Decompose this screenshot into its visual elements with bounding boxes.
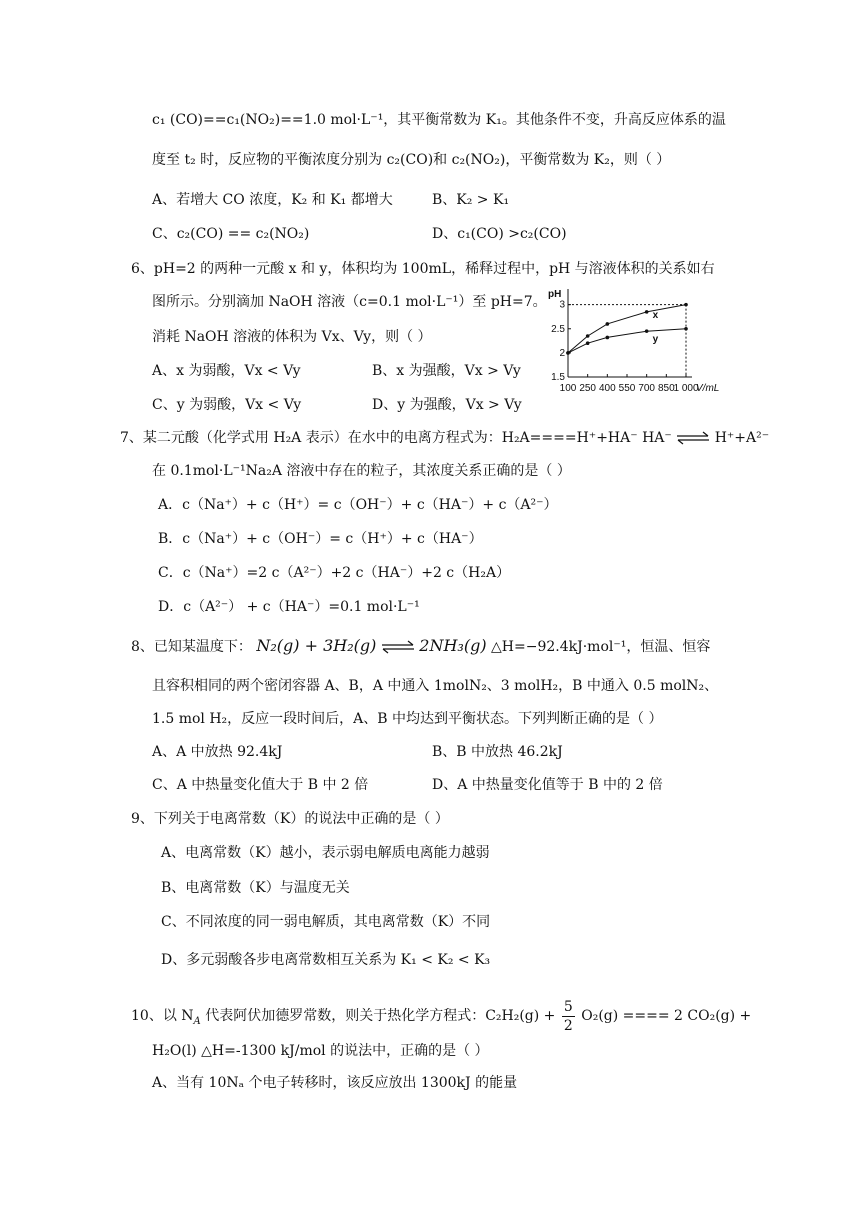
x-tick-label: 1 000: [673, 383, 699, 394]
y-tick-label: 2: [559, 347, 565, 359]
q8-option-d: D、A 中热量变化值等于 B 中的 2 倍: [432, 777, 663, 793]
y-tick-label: 3: [559, 299, 565, 311]
data-point-x: [606, 322, 610, 326]
data-point-y: [684, 327, 688, 331]
q10-fraction: [562, 998, 575, 1035]
q7-option-a: A．c（Na⁺）+ c（H⁺）= c（OH⁻）+ c（HA⁻）+ c（A²⁻）: [158, 497, 558, 513]
q6-line-1: 6、pH=2 的两种一元酸 x 和 y，体积均为 100mL，稀释过程中，pH 与溶液体积的关系如右: [131, 261, 715, 277]
x-tick-label: 400: [598, 383, 616, 394]
q7-equation-text: 7、某二元酸（化学式用 H₂A 表示）在水中的电离方程式为：H₂A====H⁺+HA⁻ HA⁻: [120, 430, 672, 446]
y-axis-label: pH: [548, 289, 562, 300]
equilibrium-arrow-icon: [676, 431, 710, 445]
q5-option-d: D、c₁(CO) >c₂(CO): [432, 226, 567, 242]
data-point-y: [566, 351, 570, 355]
q7-option-d: D．c（A²⁻） + c（HA⁻）=0.1 mol·L⁻¹: [158, 599, 420, 615]
q9-option-d: D、多元弱酸各步电离常数相互关系为 K₁ < K₂ < K₃: [161, 952, 491, 968]
q10-subscript: A: [193, 1015, 201, 1027]
q8-line-2: 且容积相同的两个密闭容器 A、B，A 中通入 1molN₂、3 molH₂，B 中通入 0.5 molN₂、: [152, 678, 719, 694]
q8-line-1: [131, 636, 710, 657]
q9-stem: 9、下列关于电离常数（K）的说法中正确的是（ ）: [131, 811, 449, 827]
q7-option-b: B．c（Na⁺）+ c（OH⁻）= c（H⁺）+ c（HA⁻）: [158, 531, 483, 547]
q6-option-c: C、y 为弱酸，Vx < Vy: [152, 397, 302, 413]
q10-stem-start: 10、以 N: [131, 1008, 194, 1024]
q5-option-b: B、K₂ > K₁: [432, 192, 510, 208]
x-tick-label: 100: [559, 383, 577, 394]
q5-line-2: 度至 t₂ 时，反应物的平衡浓度分别为 c₂(CO)和 c₂(NO₂)，平衡常数为 K₂，则（ ）: [152, 152, 671, 168]
q7-line-1: [120, 428, 769, 448]
q10-fraction-numerator: 5: [563, 998, 573, 1015]
q8-products: 2NH₃(g): [419, 636, 487, 655]
q8-reactants: N₂(g) + 3H₂(g): [256, 636, 377, 655]
q10-stem-middle: 代表阿伏加德罗常数，则关于热化学方程式：C₂H₂(g) +: [200, 1008, 556, 1024]
q9-option-b: B、电离常数（K）与温度无关: [161, 880, 350, 896]
series-label-y: y: [652, 334, 659, 346]
ph-volume-chart: [546, 285, 742, 399]
q8-stem-start: 8、已知某温度下：: [131, 639, 252, 655]
q9-option-c: C、不同浓度的同一弱电解质，其电离常数（K）不同: [161, 914, 491, 930]
data-point-y: [606, 336, 610, 340]
q10-line-2: H₂O(l) △H=-1300 kJ/mol 的说法中，正确的是（ ）: [152, 1043, 489, 1059]
x-tick-label: 850: [657, 383, 675, 394]
q6-option-d: D、y 为强酸，Vx > Vy: [372, 397, 522, 413]
data-point-y: [645, 329, 649, 333]
series-line-x: [568, 305, 686, 353]
x-tick-label: 550: [618, 383, 636, 394]
equilibrium-arrow-icon: [381, 640, 415, 654]
series-line-y: [568, 329, 686, 353]
series-label-x: x: [652, 309, 659, 321]
y-tick-label: 2.5: [551, 323, 565, 335]
q10-stem-end: O₂(g) ==== 2 CO₂(g) +: [581, 1008, 752, 1024]
q9-option-a: A、电离常数（K）越小，表示弱电解质电离能力越弱: [161, 845, 490, 861]
data-point-x: [586, 334, 590, 338]
q5-option-c: C、c₂(CO) == c₂(NO₂): [152, 226, 310, 242]
q8-enthalpy: △H=−92.4kJ·mol⁻¹，恒温、恒容: [491, 639, 711, 655]
x-tick-label: 250: [579, 383, 597, 394]
q10-option-a: A、当有 10Nₐ 个电子转移时，该反应放出 1300kJ 的能量: [152, 1075, 518, 1091]
data-point-x: [684, 303, 688, 307]
q8-option-a: A、A 中放热 92.4kJ: [152, 744, 283, 760]
q6-line-2: 图所示。分别滴加 NaOH 溶液（c=0.1 mol·L⁻¹）至 pH=7。: [152, 294, 547, 310]
x-tick-label: 700: [638, 383, 656, 394]
q7-line-2: 在 0.1mol·L⁻¹Na₂A 溶液中存在的粒子，其浓度关系正确的是（ ）: [152, 463, 571, 479]
data-point-x: [645, 310, 649, 314]
q5-line-1: c₁ (CO)==c₁(NO₂)==1.0 mol·L⁻¹，其平衡常数为 K₁。其他条件不变，升高反应体系的温: [152, 112, 726, 128]
q6-line-3: 消耗 NaOH 溶液的体积为 Vx、Vy，则（ ）: [152, 329, 432, 345]
q7-equation-products: H⁺+A²⁻: [714, 430, 770, 446]
y-tick-label: 1.5: [551, 372, 565, 383]
data-point-y: [586, 341, 590, 345]
q8-option-b: B、B 中放热 46.2kJ: [432, 744, 563, 760]
q8-option-c: C、A 中热量变化值大于 B 中 2 倍: [152, 777, 369, 793]
q10-line-1: [131, 995, 751, 1043]
x-axis-label: V/mL: [696, 383, 720, 394]
q8-line-3: 1.5 mol H₂，反应一段时间后，A、B 中均达到平衡状态。下列判断正确的是（ ）: [152, 711, 663, 727]
q10-fraction-denominator: 2: [563, 1017, 573, 1034]
q7-option-c: C．c（Na⁺）=2 c（A²⁻）+2 c（HA⁻）+2 c（H₂A）: [158, 565, 511, 581]
q6-option-a: A、x 为弱酸，Vx < Vy: [152, 363, 301, 379]
q5-option-a: A、若增大 CO 浓度，K₂ 和 K₁ 都增大: [152, 192, 393, 208]
q6-option-b: B、x 为强酸，Vx > Vy: [372, 363, 521, 379]
